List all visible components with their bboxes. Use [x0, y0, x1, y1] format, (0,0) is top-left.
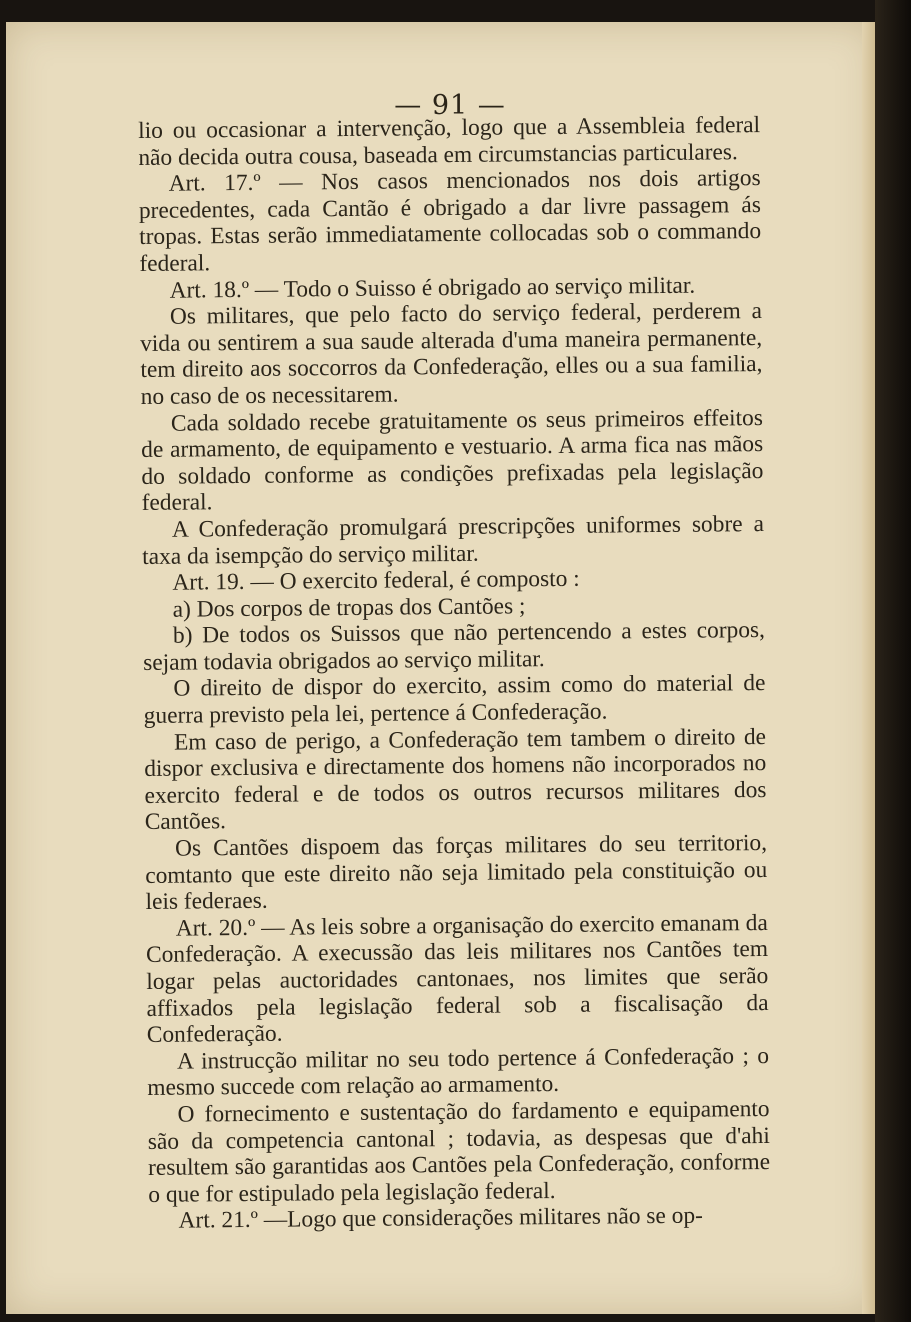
paragraph-art-19: Art. 19. — O exercito federal, é composto : [172, 565, 580, 596]
list-item-a: a) Dos corpos de tropas dos Cantões ; [172, 592, 526, 623]
paragraph-3: Os militares, que pelo facto do serviço federal, perderem a vida ou sentirem a sua saude alterada d'uma maneira permanente, tem direito aos soccorros da Confederação, elles ou a sua familia, no caso de os necessitarem. [140, 298, 763, 410]
paragraph-14: O fornecimento e sustentação do fardamento e equipamento são da competencia cantonal ; todavia, as despesas que d'ahi resultem são garantidas aos Cantões pela Confederação, conforme o que for estipulado pela legislação federal. [147, 1095, 771, 1208]
paragraph-0: lio ou occasionar a intervenção, logo que a Assembleia federal não decida outra cousa, baseada em circumstancias particulares. [138, 112, 761, 171]
paragraph-11: Os Cantões dispoem das forças militares do seu territorio, comtanto que este direito não seja limitado pela constituição ou leis federaes. [145, 830, 768, 916]
paragraph-9: O direito de dispor do exercito, assim como do material de guerra previsto pela lei, pertence á Confederação. [143, 670, 766, 730]
body-text [138, 112, 771, 1235]
paragraph-5: A Confederação promulgará prescripções uniformes sobre a taxa da isempção do serviço militar. [142, 510, 765, 570]
scanner-edge [875, 0, 911, 1322]
paragraph-art-17: Art. 17.º — Nos casos mencionados nos dois artigos precedentes, cada Cantão é obrigado a dar livre passagem ás tropas. Estas serão immediatamente collocadas sob o commando federal. [138, 165, 762, 277]
page-number: — 91 — [394, 90, 506, 121]
paragraph-art-20: Art. 20.º — As leis sobre a organisação do exercito emanam da Confederação. A execussão das leis militares nos Cantões tem logar pelas auctoridades cantonaes, nos limites que serão affixados pela legislação federal sob a fiscalisação da Confederação. [145, 909, 769, 1049]
paragraph-4: Cada soldado recebe gratuitamente os seus primeiros effeitos de armamento, de equipamento e vestuario. A arma fica nas mãos do soldado conforme as condições prefixadas pela legislação federal. [141, 404, 764, 517]
page-edge [862, 22, 876, 1314]
paragraph-art-21: Art. 21.º —Logo que considerações militares não se op- [178, 1202, 704, 1235]
paragraph-13: A instrucção militar no seu todo pertence á Confederação ; o mesmo succede com relação ao armamento. [147, 1042, 770, 1102]
list-item-b: b) De todos os Suissos que não pertencendo a estes corpos, sejam todavia obrigados ao serviço militar. [143, 617, 766, 676]
paragraph-art-18: Art. 18.º — Todo o Suisso é obrigado ao serviço militar. [169, 272, 696, 304]
paragraph-10: Em caso de perigo, a Confederação tem tambem o direito de dispor exclusiva e directamente dos homens não incorporados no exercito federal e de todos os outros recursos militares dos Cantões. [144, 723, 767, 836]
